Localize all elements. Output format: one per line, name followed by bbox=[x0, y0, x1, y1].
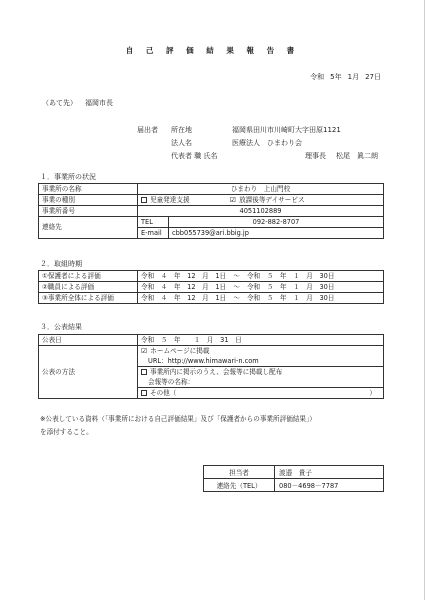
table-row bbox=[39, 184, 384, 195]
publication-date-label: 公表日 bbox=[39, 335, 138, 346]
contact-tel-value: 080－4698－7787 bbox=[275, 479, 384, 492]
publication-table bbox=[38, 334, 384, 399]
publication-date-value: 令和 ５ 年 １ 月 31 日 bbox=[138, 335, 384, 346]
note-line1: ※公表している資料（「事業所における自己評価結果」及び「保護者からの事業所評価結果」） bbox=[40, 415, 316, 423]
facility-number-value: 4051102889 bbox=[138, 206, 384, 217]
checkbox-icon bbox=[141, 197, 147, 203]
period-label-facility: ③事業所全体による評価 bbox=[39, 293, 138, 304]
period-start: 令和 ４ 年 12 月 1日 bbox=[141, 293, 227, 302]
period-value-parents bbox=[138, 271, 384, 282]
period-start: 令和 ４ 年 12 月 1日 bbox=[141, 282, 227, 291]
method-other-close: ） bbox=[369, 388, 376, 397]
facility-name-value: ひまわり 上山門校 bbox=[138, 184, 384, 195]
period-sep: ～ bbox=[233, 293, 240, 302]
person-label: 担当者 bbox=[204, 466, 275, 479]
corp-value: 医療法人 ひまわり会 bbox=[232, 139, 302, 147]
section1-heading: １．事業所の状況 bbox=[40, 173, 96, 181]
section3-heading: ３．公表結果 bbox=[40, 323, 82, 331]
method-newsletter-name: 会報等の名称： bbox=[138, 377, 384, 388]
type-option-child-dev: 児童発達支援 bbox=[150, 195, 190, 204]
address-label: 所在地 bbox=[171, 126, 192, 134]
addressee bbox=[42, 98, 113, 108]
rep-title: 理事長 bbox=[305, 152, 326, 160]
period-sep: ～ bbox=[233, 271, 240, 280]
checkbox-icon bbox=[141, 369, 147, 375]
table-row bbox=[39, 271, 384, 282]
contact-tel-label: 連絡先（TEL） bbox=[204, 479, 275, 492]
method-other bbox=[138, 388, 384, 399]
note-line2: を添付すること。 bbox=[40, 428, 93, 436]
rep-name: 松尾 眞二朗 bbox=[336, 152, 378, 160]
addressee-label: （あて先） bbox=[42, 99, 77, 107]
table-row bbox=[39, 195, 384, 206]
applicant-label: 届出者 bbox=[137, 126, 158, 134]
tel-label: TEL bbox=[138, 217, 169, 228]
report-date bbox=[304, 72, 381, 82]
table-row bbox=[39, 293, 384, 304]
table-row bbox=[39, 206, 384, 217]
table-row bbox=[39, 346, 384, 357]
period-end: 令和 ５ 年 １ 月 30日 bbox=[246, 293, 335, 302]
date-year: 5年 bbox=[330, 73, 342, 81]
type-option-after-school: 放課後等デイサービス bbox=[239, 195, 305, 204]
facility-table bbox=[38, 183, 384, 239]
rep-label: 代表者 職 氏名 bbox=[171, 152, 218, 160]
facility-contact-label: 連絡先 bbox=[39, 217, 138, 239]
method-other-label: その他（ bbox=[150, 388, 177, 397]
period-sep: ～ bbox=[233, 282, 240, 291]
email-value: cbb055739@ari.bbig.jp bbox=[169, 228, 384, 239]
corp-label: 法人名 bbox=[171, 139, 192, 147]
period-label-staff: ②職員による評価 bbox=[39, 282, 138, 293]
address-value: 福岡県田川市川崎町大字田原1121 bbox=[232, 126, 341, 134]
table-row bbox=[39, 217, 384, 228]
tel-value: 092-882-8707 bbox=[169, 217, 384, 228]
facility-name-label: 事業所の名称 bbox=[39, 184, 138, 195]
document-title: 自 己 評 価 結 果 報 告 書 bbox=[125, 46, 300, 55]
facility-number-label: 事業所番号 bbox=[39, 206, 138, 217]
table-row bbox=[39, 335, 384, 346]
person-value: 渡邉 貴子 bbox=[275, 466, 384, 479]
method-posting-label: 事業所内に掲示のうえ、会報等に掲載し配布 bbox=[150, 367, 283, 376]
table-row bbox=[204, 479, 384, 492]
method-posting bbox=[138, 367, 384, 378]
contact-table bbox=[203, 465, 384, 492]
facility-type-label: 事業の種別 bbox=[39, 195, 138, 206]
addressee-city: 福岡市長 bbox=[85, 99, 113, 107]
table-row bbox=[204, 466, 384, 479]
section2-heading: ２．取組時期 bbox=[40, 260, 82, 268]
date-era: 令和 bbox=[310, 73, 325, 81]
checked-box-icon: ☑ bbox=[229, 195, 237, 204]
facility-type-options bbox=[138, 195, 384, 206]
method-website bbox=[138, 346, 384, 357]
date-day: 27日 bbox=[365, 73, 381, 81]
publication-method-label: 公表の方法 bbox=[39, 346, 138, 399]
email-label: E-mail bbox=[138, 228, 169, 239]
checkbox-icon bbox=[141, 390, 147, 396]
table-row bbox=[39, 282, 384, 293]
period-value-staff bbox=[138, 282, 384, 293]
method-url: URL：http://www.himawari-n.com bbox=[138, 356, 384, 367]
period-end: 令和 ５ 年 １ 月 30日 bbox=[246, 282, 335, 291]
period-label-parents: ①保護者による評価 bbox=[39, 271, 138, 282]
period-end: 令和 ５ 年 １ 月 30日 bbox=[246, 271, 335, 280]
method-website-label: ホームページに掲載 bbox=[150, 346, 210, 355]
period-start: 令和 ４ 年 12 月 1日 bbox=[141, 271, 227, 280]
checked-box-icon: ☑ bbox=[141, 346, 148, 355]
date-month: 1月 bbox=[347, 73, 360, 81]
period-table bbox=[38, 270, 384, 304]
period-value-facility bbox=[138, 293, 384, 304]
